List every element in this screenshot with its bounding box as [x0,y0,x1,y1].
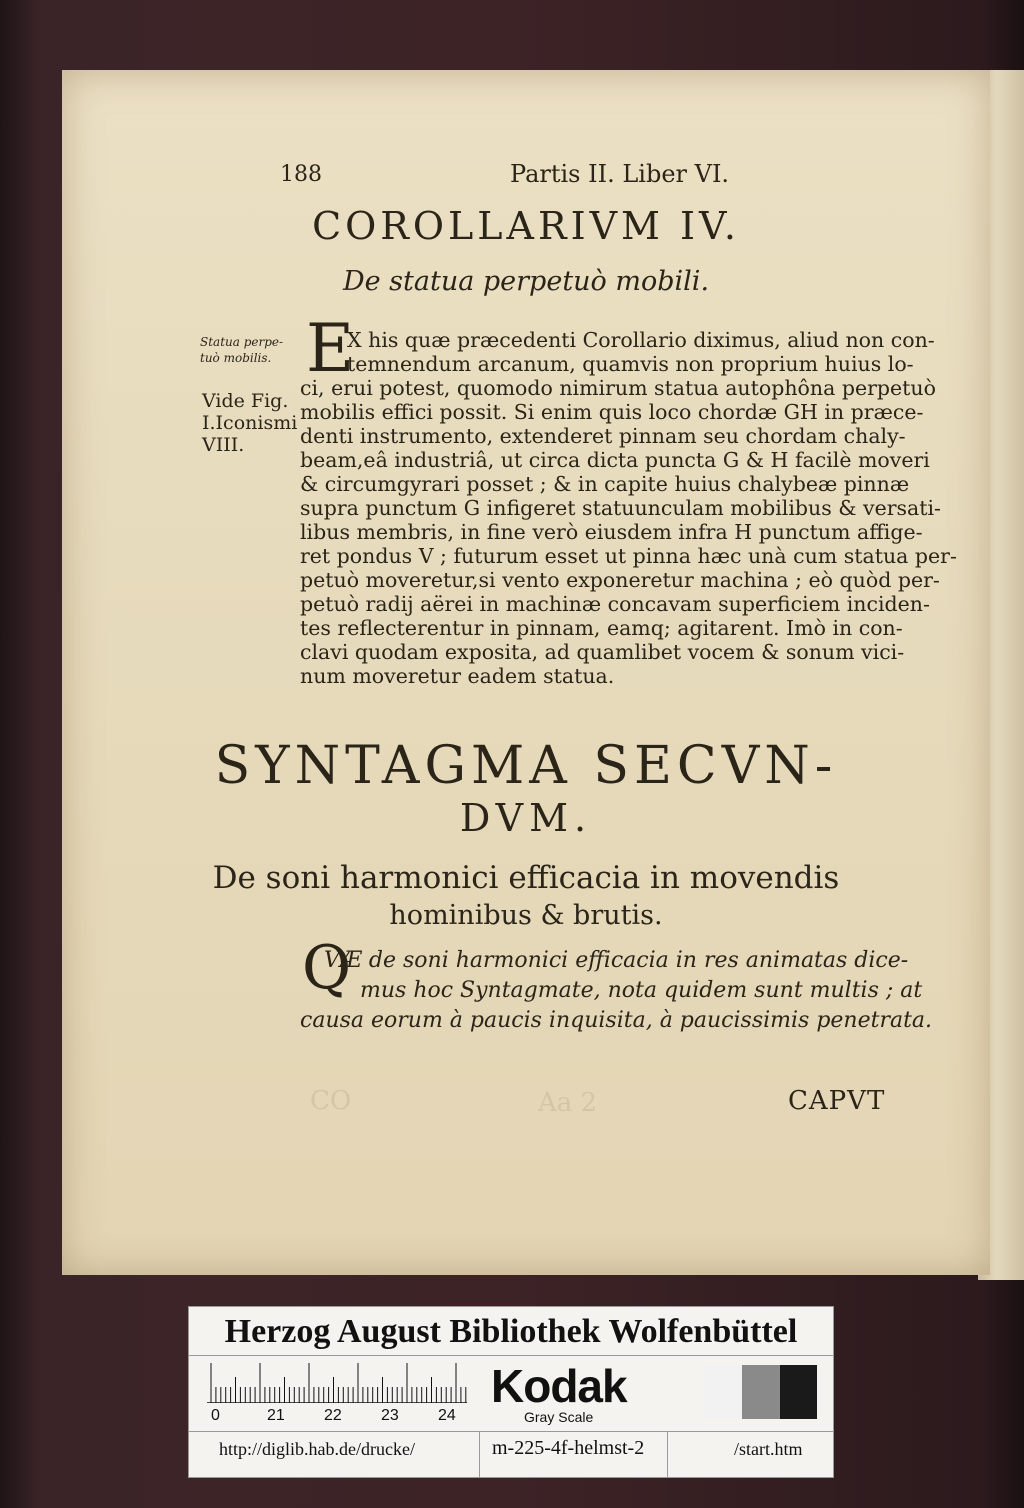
ruler-label: 21 [267,1407,285,1424]
marginal-ref-line: I.Iconismi [202,412,298,434]
body-line: num moveretur eadem statua. [300,664,615,688]
scale-label: Gray Scale [524,1409,594,1425]
gray-scale-swatch [705,1365,817,1419]
marginal-note [200,334,283,366]
syntagma-subtitle: De soni harmonici efficacia in movendis [212,860,840,896]
syntagma-title-continued: DVM. [459,796,593,840]
divider [189,1355,833,1356]
syntagma-subtitle: hominibus & brutis. [389,900,663,931]
library-name: Herzog August Bibliothek Wolfenbüttel [224,1313,798,1350]
library-url-suffix: /start.htm [734,1439,803,1459]
body-line: beam,eâ industriâ, ut circa dicta puncta G & H facilè moveri [300,448,930,472]
drop-cap: Q [302,933,352,1003]
bleed-through-text: CO [310,1086,352,1116]
library-card [188,1306,834,1478]
marginal-note-line: tuò mobilis. [200,351,272,365]
running-head: Partis II. Liber VI. [510,160,730,188]
ruler-label: 22 [324,1407,342,1424]
section-subtitle: De statua perpetuò mobili. [342,266,710,297]
body-line: & circumgyrari posset ; & in capite huius chalybeæ pinnæ [300,472,910,496]
divider [479,1431,480,1477]
marginal-note-line: Statua perpe- [200,335,284,349]
book-page [62,70,990,1275]
body-line: ci, erui potest, quomodo nimirum statua autophôna perpetuò [300,376,936,400]
body-line: mobilis effici possit. Si enim quis loco chordæ GH in præce- [300,400,924,424]
intro-line: causa eorum à paucis inquisita, à paucissimis penetrata. [300,1008,933,1033]
ruler-label: 24 [438,1407,456,1424]
intro-line: VÆ de soni harmonici efficacia in res animatas dice- [324,948,909,973]
body-line: X his quæ præcedenti Corollario diximus, aliud non con- [347,328,935,352]
divider [667,1431,668,1477]
body-line: supra punctum G infigeret statuunculam mobilibus & versati- [300,496,941,520]
swatch-mid [742,1365,779,1419]
ruler-label: 23 [381,1407,399,1424]
shelfmark: m-225-4f-helmst-2 [492,1437,645,1459]
body-line: ret pondus V ; futurum esset ut pinna hæc unà cum statua per- [300,544,957,568]
ruler-label: 0 [211,1407,220,1424]
swatch-light [705,1365,742,1419]
body-line: denti instrumento, extenderet pinnam seu chordam chaly- [300,424,906,448]
body-line: libus membris, in fine verò eiusdem infra H punctum affige- [300,520,923,544]
drop-cap: E [306,310,355,387]
intro-line: mus hoc Syntagmate, nota quidem sunt multis ; at [360,978,923,1003]
syntagma-title: SYNTAGMA SECVN- [214,736,838,796]
divider [189,1431,833,1432]
swatch-dark [780,1365,817,1419]
section-title: COROLLARIVM IV. [312,204,740,248]
marginal-ref-line: VIII. [202,434,245,456]
body-line: petuò moveretur,si vento exponeretur machina ; eò quòd per- [300,568,940,592]
body-line: clavi quodam exposita, ad quamlibet vocem & sonum vici- [300,640,905,664]
library-url: http://diglib.hab.de/drucke/ [219,1439,415,1459]
catchword: CAPVT [788,1086,886,1116]
page-number: 188 [280,162,322,187]
bleed-through-text: Aa 2 [538,1088,598,1118]
body-line: temnendum arcanum, quamvis non proprium huius lo- [347,352,914,376]
brand-logo: Kodak [491,1360,627,1412]
marginal-figure-reference [202,390,297,456]
body-line: petuò radij aërei in machinæ concavam superficiem inciden- [300,592,930,616]
marginal-ref-line: Vide Fig. [202,390,289,412]
ruler-scale [207,1363,467,1403]
body-line: tes reflecterentur in pinnam, eamq; agitarent. Imò in con- [300,616,903,640]
